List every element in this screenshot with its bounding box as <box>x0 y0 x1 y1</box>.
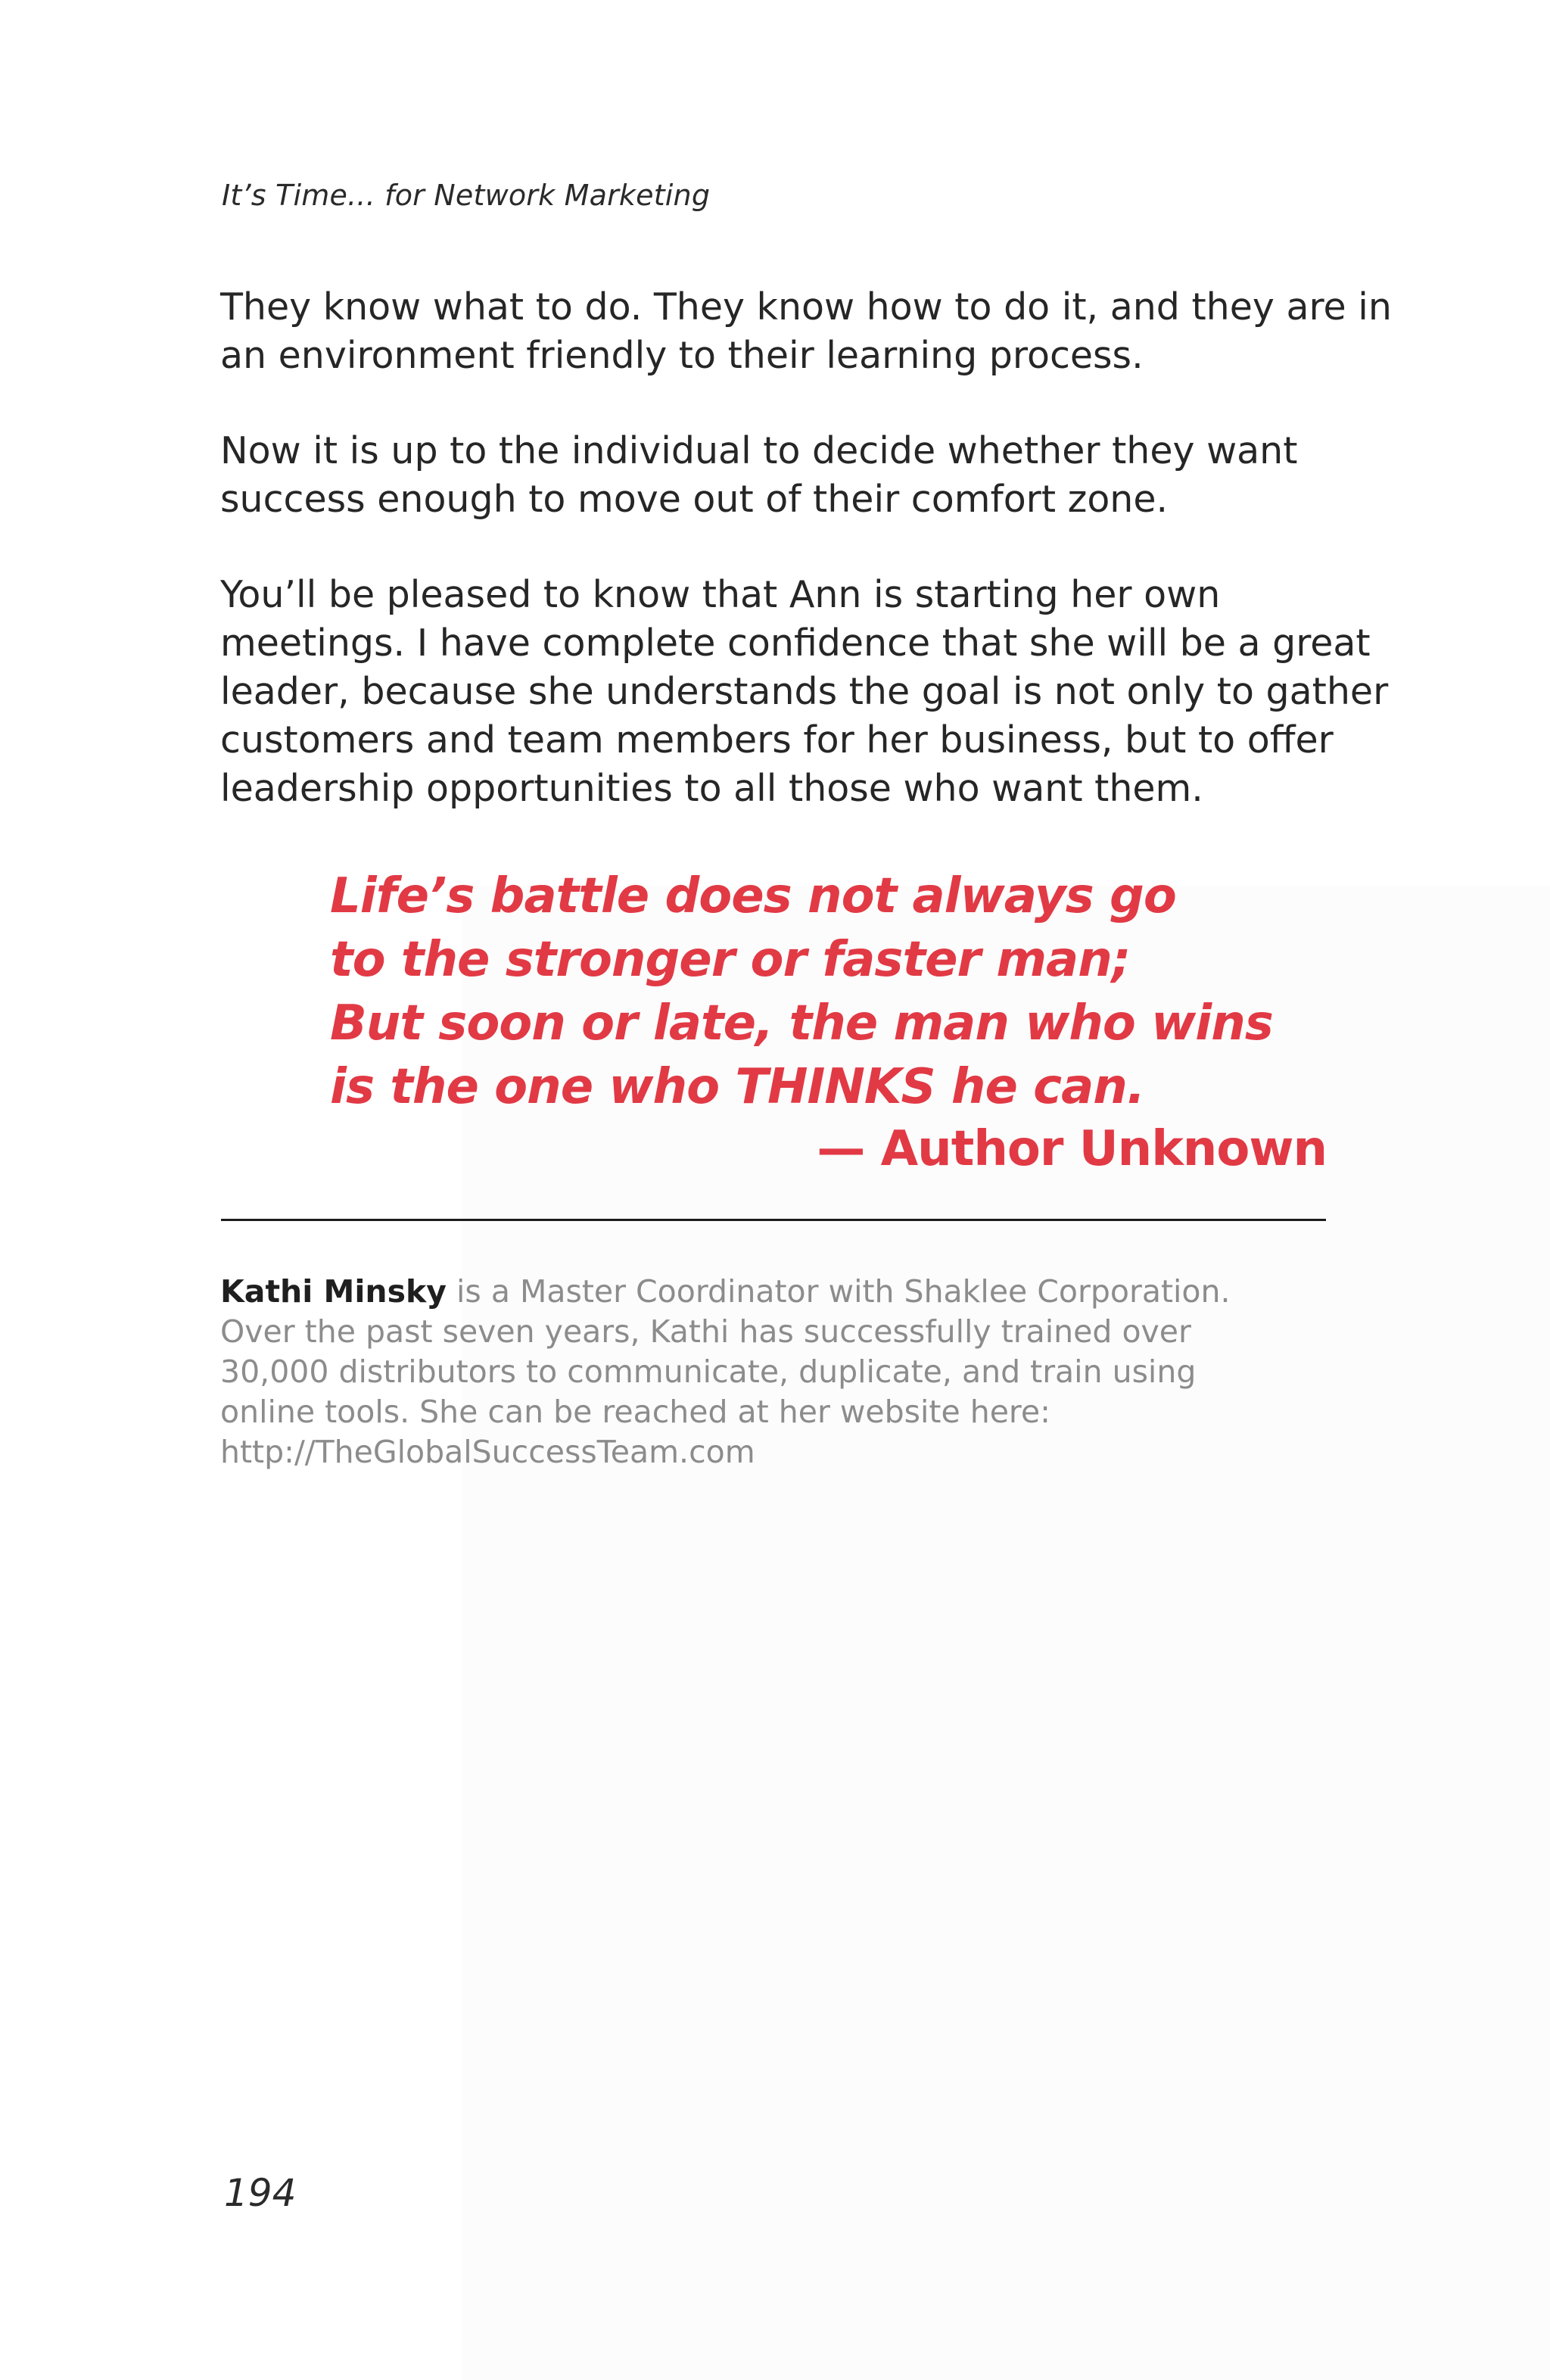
paragraph-line: an environment friendly to their learning process. <box>220 334 1144 377</box>
paragraph-line: leadership opportunities to all those who want them. <box>220 767 1203 810</box>
paragraph-line: meetings. I have complete confidence that she will be a great <box>220 621 1371 665</box>
paragraph-line: success enough to move out of their comfort zone. <box>220 478 1169 521</box>
author-bio <box>220 1272 1340 1472</box>
quote-line: is the one who THINKS he can. <box>330 1059 1145 1115</box>
paragraph <box>220 427 1340 524</box>
bio-line: Over the past seven years, Kathi has successfully trained over <box>220 1313 1191 1350</box>
paragraph <box>220 571 1389 813</box>
paragraph-line: leader, because she understands the goal is not only to gather <box>220 670 1389 713</box>
bio-line <box>220 1272 1340 1312</box>
quote-attribution: — Author Unknown <box>817 1121 1327 1177</box>
page-number: 194 <box>224 2171 297 2215</box>
divider-rule <box>221 1219 1326 1221</box>
paragraph-line: customers and team members for her business, but to offer <box>220 718 1334 762</box>
pull-quote <box>330 864 1332 1119</box>
quote-line: But soon or late, the man who wins <box>330 995 1273 1051</box>
running-head: It’s Time... for Network Marketing <box>222 179 711 212</box>
bio-line: online tools. She can be reached at her website here: <box>220 1394 1050 1430</box>
paragraph-line: They know what to do. They know how to do it, and they are in <box>220 285 1392 329</box>
author-name: Kathi Minsky <box>220 1273 447 1310</box>
bio-website: http://TheGlobalSuccessTeam.com <box>220 1434 755 1470</box>
paragraph <box>220 283 1392 380</box>
bio-line: 30,000 distributors to communicate, duplicate, and train using <box>220 1354 1197 1390</box>
paragraph-line: Now it is up to the individual to decide whether they want <box>220 429 1298 472</box>
body-text <box>220 283 1392 860</box>
quote-line: Life’s battle does not always go <box>330 868 1176 924</box>
quote-line: to the stronger or faster man; <box>330 932 1131 988</box>
bio-text: is a Master Coordinator with Shaklee Corporation. <box>447 1273 1231 1310</box>
paragraph-line: You’ll be pleased to know that Ann is starting her own <box>220 573 1221 616</box>
